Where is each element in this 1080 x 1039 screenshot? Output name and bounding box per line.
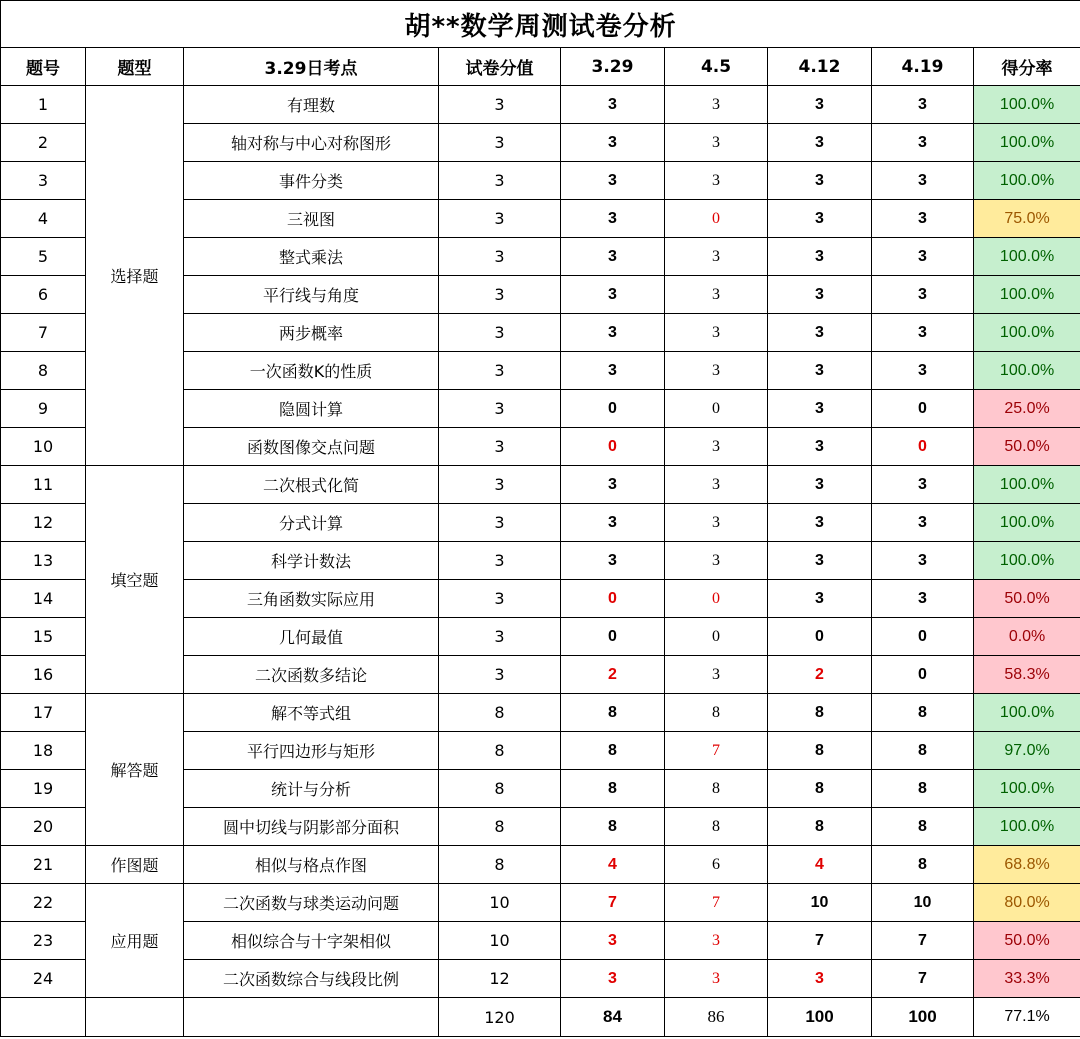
score-date-2: 3 [665, 314, 768, 352]
total-date-4: 100 [872, 998, 974, 1037]
score-date-4: 0 [872, 428, 974, 466]
score-date-3: 3 [768, 390, 872, 428]
score-date-4: 3 [872, 314, 974, 352]
question-number: 4 [1, 200, 86, 238]
question-type: 选择题 [86, 86, 184, 466]
score-date-3: 7 [768, 922, 872, 960]
topic: 二次根式化简 [184, 466, 439, 504]
score-rate: 100.0% [974, 162, 1080, 200]
max-score: 3 [439, 276, 561, 314]
max-score: 12 [439, 960, 561, 998]
score-date-3: 3 [768, 504, 872, 542]
question-type: 应用题 [86, 884, 184, 998]
score-date-4: 3 [872, 124, 974, 162]
score-rate: 50.0% [974, 428, 1080, 466]
question-number: 12 [1, 504, 86, 542]
topic: 平行四边形与矩形 [184, 732, 439, 770]
topic: 科学计数法 [184, 542, 439, 580]
score-rate: 100.0% [974, 86, 1080, 124]
question-number: 14 [1, 580, 86, 618]
max-score: 3 [439, 162, 561, 200]
score-date-1: 3 [561, 162, 665, 200]
question-number: 15 [1, 618, 86, 656]
table-row [1, 884, 1080, 922]
score-date-2: 3 [665, 504, 768, 542]
score-date-3: 3 [768, 352, 872, 390]
topic: 一次函数K的性质 [184, 352, 439, 390]
header-date-3: 4.12 [768, 48, 872, 86]
score-date-2: 3 [665, 542, 768, 580]
score-date-1: 4 [561, 846, 665, 884]
score-date-3: 2 [768, 656, 872, 694]
max-score: 3 [439, 390, 561, 428]
score-rate: 25.0% [974, 390, 1080, 428]
topic: 有理数 [184, 86, 439, 124]
table-body [1, 86, 1080, 998]
score-date-2: 3 [665, 162, 768, 200]
score-date-2: 8 [665, 694, 768, 732]
score-date-1: 2 [561, 656, 665, 694]
topic: 三角函数实际应用 [184, 580, 439, 618]
topic: 相似与格点作图 [184, 846, 439, 884]
question-number: 16 [1, 656, 86, 694]
topic: 整式乘法 [184, 238, 439, 276]
score-date-4: 8 [872, 732, 974, 770]
score-rate: 100.0% [974, 770, 1080, 808]
question-number: 13 [1, 542, 86, 580]
score-date-2: 6 [665, 846, 768, 884]
topic: 事件分类 [184, 162, 439, 200]
score-date-1: 3 [561, 200, 665, 238]
score-date-2: 3 [665, 960, 768, 998]
max-score: 3 [439, 580, 561, 618]
topic: 三视图 [184, 200, 439, 238]
score-rate: 100.0% [974, 808, 1080, 846]
max-score: 3 [439, 542, 561, 580]
header-row [1, 48, 1080, 86]
topic: 统计与分析 [184, 770, 439, 808]
total-topic-empty [184, 998, 439, 1037]
question-number: 20 [1, 808, 86, 846]
score-rate: 100.0% [974, 314, 1080, 352]
score-date-2: 3 [665, 656, 768, 694]
question-number: 11 [1, 466, 86, 504]
score-date-3: 0 [768, 618, 872, 656]
header-rate: 得分率 [974, 48, 1080, 86]
score-date-4: 0 [872, 618, 974, 656]
total-date-3: 100 [768, 998, 872, 1037]
score-date-2: 8 [665, 808, 768, 846]
topic: 分式计算 [184, 504, 439, 542]
score-date-2: 0 [665, 390, 768, 428]
max-score: 8 [439, 732, 561, 770]
score-date-4: 3 [872, 466, 974, 504]
table-row [1, 694, 1080, 732]
question-number: 24 [1, 960, 86, 998]
table-row [1, 86, 1080, 124]
question-type: 解答题 [86, 694, 184, 846]
score-date-3: 3 [768, 86, 872, 124]
score-date-4: 10 [872, 884, 974, 922]
score-date-2: 7 [665, 884, 768, 922]
question-number: 18 [1, 732, 86, 770]
score-date-2: 3 [665, 276, 768, 314]
topic: 两步概率 [184, 314, 439, 352]
max-score: 3 [439, 428, 561, 466]
score-date-1: 3 [561, 504, 665, 542]
question-number: 2 [1, 124, 86, 162]
header-date-2: 4.5 [665, 48, 768, 86]
score-date-1: 3 [561, 86, 665, 124]
question-number: 21 [1, 846, 86, 884]
question-number: 8 [1, 352, 86, 390]
score-date-1: 3 [561, 124, 665, 162]
score-date-4: 7 [872, 922, 974, 960]
score-date-1: 3 [561, 922, 665, 960]
score-date-3: 3 [768, 580, 872, 618]
score-date-3: 3 [768, 200, 872, 238]
max-score: 3 [439, 466, 561, 504]
question-number: 3 [1, 162, 86, 200]
score-date-3: 8 [768, 732, 872, 770]
total-num-empty [1, 998, 86, 1037]
score-date-2: 3 [665, 922, 768, 960]
max-score: 3 [439, 656, 561, 694]
score-rate: 100.0% [974, 124, 1080, 162]
max-score: 10 [439, 922, 561, 960]
score-date-3: 8 [768, 770, 872, 808]
score-rate: 100.0% [974, 542, 1080, 580]
topic: 二次函数与球类运动问题 [184, 884, 439, 922]
score-rate: 68.8% [974, 846, 1080, 884]
max-score: 10 [439, 884, 561, 922]
score-date-1: 3 [561, 238, 665, 276]
page-title: 胡**数学周测试卷分析 [1, 1, 1080, 48]
table-row [1, 466, 1080, 504]
score-date-2: 0 [665, 200, 768, 238]
max-score: 8 [439, 770, 561, 808]
score-date-3: 8 [768, 808, 872, 846]
question-type: 填空题 [86, 466, 184, 694]
score-date-2: 7 [665, 732, 768, 770]
header-score: 试卷分值 [439, 48, 561, 86]
topic: 隐圆计算 [184, 390, 439, 428]
score-date-4: 3 [872, 580, 974, 618]
score-date-4: 8 [872, 770, 974, 808]
score-date-1: 8 [561, 770, 665, 808]
max-score: 3 [439, 238, 561, 276]
total-rate: 77.1% [974, 998, 1080, 1037]
question-number: 5 [1, 238, 86, 276]
score-date-4: 3 [872, 276, 974, 314]
score-date-3: 3 [768, 960, 872, 998]
score-date-3: 3 [768, 238, 872, 276]
score-date-3: 3 [768, 276, 872, 314]
topic: 平行线与角度 [184, 276, 439, 314]
max-score: 8 [439, 808, 561, 846]
question-number: 23 [1, 922, 86, 960]
topic: 函数图像交点问题 [184, 428, 439, 466]
max-score: 8 [439, 846, 561, 884]
score-date-1: 3 [561, 960, 665, 998]
score-date-2: 8 [665, 770, 768, 808]
score-date-2: 3 [665, 466, 768, 504]
score-date-3: 4 [768, 846, 872, 884]
score-date-4: 0 [872, 656, 974, 694]
total-type-empty [86, 998, 184, 1037]
score-date-1: 3 [561, 352, 665, 390]
score-date-3: 10 [768, 884, 872, 922]
question-number: 10 [1, 428, 86, 466]
question-number: 6 [1, 276, 86, 314]
question-number: 7 [1, 314, 86, 352]
score-rate: 75.0% [974, 200, 1080, 238]
score-date-3: 8 [768, 694, 872, 732]
header-date-4: 4.19 [872, 48, 974, 86]
total-row [1, 998, 1080, 1037]
score-date-4: 8 [872, 846, 974, 884]
score-date-2: 3 [665, 86, 768, 124]
score-date-2: 3 [665, 352, 768, 390]
score-date-1: 0 [561, 428, 665, 466]
score-rate: 33.3% [974, 960, 1080, 998]
score-date-4: 3 [872, 352, 974, 390]
score-date-1: 8 [561, 694, 665, 732]
max-score: 3 [439, 352, 561, 390]
max-score: 3 [439, 200, 561, 238]
score-rate: 50.0% [974, 580, 1080, 618]
score-date-3: 3 [768, 314, 872, 352]
max-score: 3 [439, 504, 561, 542]
score-date-1: 3 [561, 314, 665, 352]
score-rate: 100.0% [974, 466, 1080, 504]
score-date-1: 0 [561, 390, 665, 428]
max-score: 3 [439, 124, 561, 162]
total-date-1: 84 [561, 998, 665, 1037]
question-type: 作图题 [86, 846, 184, 884]
score-rate: 97.0% [974, 732, 1080, 770]
score-date-3: 3 [768, 428, 872, 466]
total-score: 120 [439, 998, 561, 1037]
topic: 二次函数综合与线段比例 [184, 960, 439, 998]
score-rate: 100.0% [974, 694, 1080, 732]
topic: 二次函数多结论 [184, 656, 439, 694]
score-date-4: 8 [872, 808, 974, 846]
header-num: 题号 [1, 48, 86, 86]
total-date-2: 86 [665, 998, 768, 1037]
header-date-1: 3.29 [561, 48, 665, 86]
score-date-4: 3 [872, 504, 974, 542]
header-type: 题型 [86, 48, 184, 86]
question-number: 19 [1, 770, 86, 808]
score-date-4: 3 [872, 238, 974, 276]
score-date-2: 0 [665, 618, 768, 656]
score-date-2: 3 [665, 238, 768, 276]
topic: 相似综合与十字架相似 [184, 922, 439, 960]
score-rate: 100.0% [974, 504, 1080, 542]
score-date-1: 8 [561, 808, 665, 846]
score-date-3: 3 [768, 466, 872, 504]
score-rate: 0.0% [974, 618, 1080, 656]
score-date-2: 3 [665, 124, 768, 162]
question-number: 9 [1, 390, 86, 428]
score-rate: 100.0% [974, 276, 1080, 314]
topic: 解不等式组 [184, 694, 439, 732]
max-score: 3 [439, 86, 561, 124]
score-date-2: 0 [665, 580, 768, 618]
score-date-1: 3 [561, 466, 665, 504]
score-date-4: 3 [872, 542, 974, 580]
score-date-1: 7 [561, 884, 665, 922]
score-date-1: 0 [561, 618, 665, 656]
question-number: 1 [1, 86, 86, 124]
score-date-3: 3 [768, 542, 872, 580]
score-date-3: 3 [768, 124, 872, 162]
score-date-3: 3 [768, 162, 872, 200]
question-number: 22 [1, 884, 86, 922]
table-row [1, 846, 1080, 884]
score-date-4: 3 [872, 86, 974, 124]
max-score: 3 [439, 314, 561, 352]
topic: 轴对称与中心对称图形 [184, 124, 439, 162]
score-date-4: 7 [872, 960, 974, 998]
score-rate: 100.0% [974, 238, 1080, 276]
score-date-1: 8 [561, 732, 665, 770]
max-score: 8 [439, 694, 561, 732]
score-date-1: 0 [561, 580, 665, 618]
header-topic: 3.29日考点 [184, 48, 439, 86]
score-date-1: 3 [561, 276, 665, 314]
score-date-4: 0 [872, 390, 974, 428]
score-rate: 58.3% [974, 656, 1080, 694]
question-number: 17 [1, 694, 86, 732]
score-date-4: 3 [872, 162, 974, 200]
score-rate: 80.0% [974, 884, 1080, 922]
topic: 几何最值 [184, 618, 439, 656]
score-rate: 50.0% [974, 922, 1080, 960]
max-score: 3 [439, 618, 561, 656]
topic: 圆中切线与阴影部分面积 [184, 808, 439, 846]
score-date-1: 3 [561, 542, 665, 580]
score-date-4: 3 [872, 200, 974, 238]
score-rate: 100.0% [974, 352, 1080, 390]
score-date-4: 8 [872, 694, 974, 732]
score-date-2: 3 [665, 428, 768, 466]
